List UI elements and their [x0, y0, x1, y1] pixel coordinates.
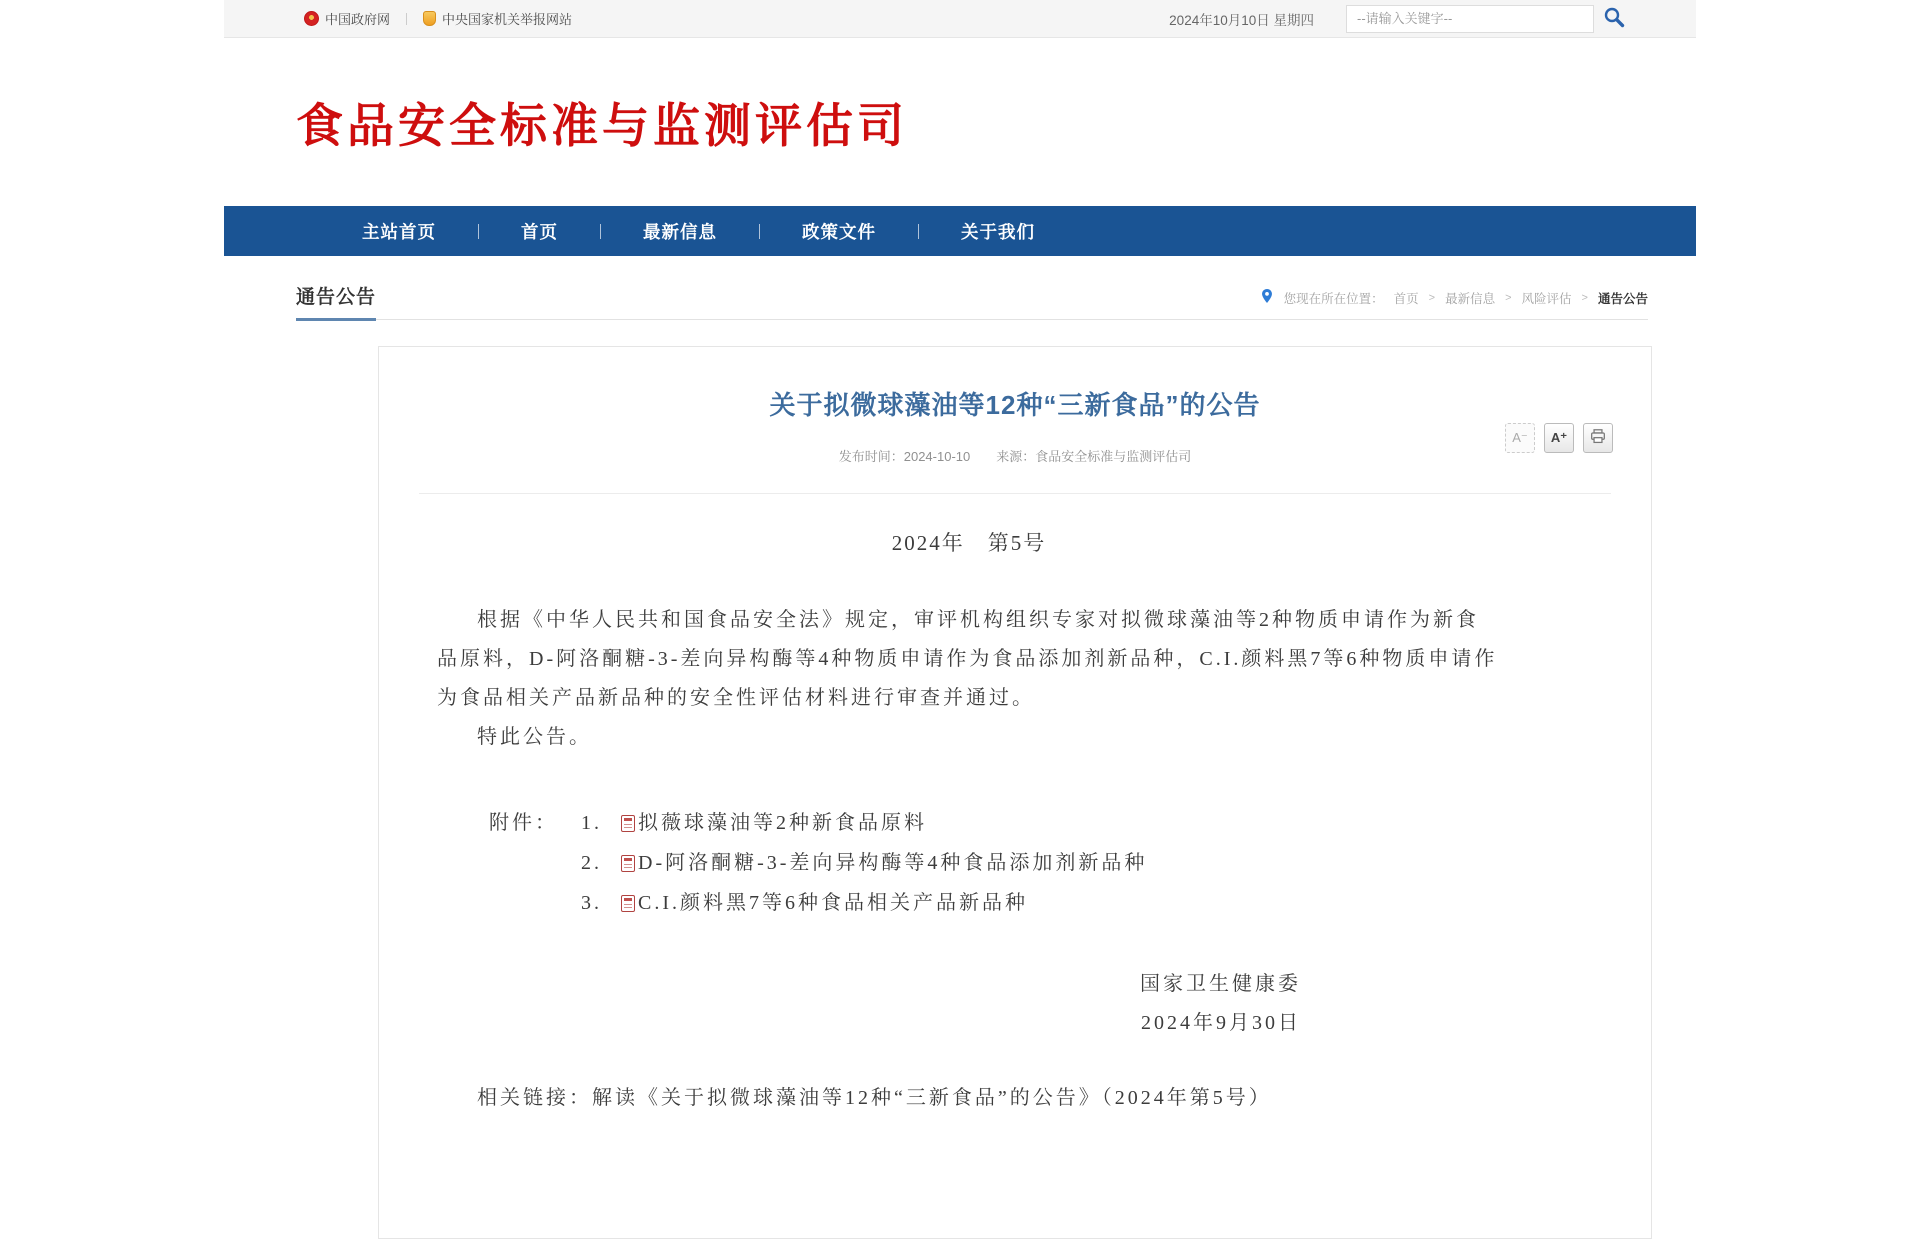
- nav-item-latest-news[interactable]: 最新信息: [643, 221, 717, 242]
- breadcrumb-location-label: 您现在所在位置：: [1283, 291, 1384, 306]
- national-emblem-icon: [304, 11, 319, 26]
- nav-item-policy-documents[interactable]: 政策文件: [802, 221, 876, 242]
- attachment-number: 2.: [581, 852, 602, 874]
- breadcrumb-separator: >: [1505, 291, 1512, 304]
- breadcrumb-separator: >: [1581, 291, 1588, 304]
- attachment-link-3[interactable]: C.I.颜料黑7等6种食品相关产品新品种: [638, 892, 1028, 914]
- article-card: [378, 346, 1652, 1239]
- meta-divider: [419, 493, 1611, 494]
- document-icon: [621, 895, 635, 912]
- article-toolbar: [1505, 423, 1613, 453]
- search-button[interactable]: [1602, 5, 1626, 32]
- breadcrumb: [1260, 288, 1648, 319]
- breadcrumb-item-risk-assessment[interactable]: 风险评估: [1521, 291, 1572, 306]
- nav-item-home[interactable]: 首页: [521, 221, 558, 242]
- topbar-divider: [406, 13, 407, 25]
- font-decrease-button[interactable]: A⁻: [1505, 423, 1535, 453]
- attachments-label: 附件：: [489, 812, 558, 834]
- attachment-row: [489, 803, 1501, 843]
- signature-block: [437, 965, 1501, 1043]
- signer-name: 国家卫生健康委: [1140, 973, 1301, 995]
- attachment-link-2[interactable]: D-阿洛酮糖-3-差向异构酶等4种食品添加剂新品种: [638, 852, 1148, 874]
- section-title: 通告公告: [296, 282, 376, 321]
- attachments-list: [489, 803, 1501, 923]
- breadcrumb-item-latest-news[interactable]: 最新信息: [1445, 291, 1496, 306]
- article-paragraph: 根据《中华人民共和国食品安全法》规定，审评机构组织专家对拟微球藻油等2种物质申请作为新食品原料，D-阿洛酮糖-3-差向异构酶等4种物质申请作为食品添加剂新品种，C.I.颜料黑7等6种物质申请作为食品相关产品新品种的安全性评估材料进行审查并通过。: [437, 609, 1498, 709]
- breadcrumb-item-current: 通告公告: [1597, 291, 1648, 306]
- main-nav: [224, 206, 1696, 256]
- topbar-links: [304, 9, 572, 28]
- report-website-link[interactable]: [423, 9, 572, 28]
- current-date: 2024年10月10日 星期四: [1169, 12, 1314, 28]
- attachment-row: [489, 843, 1501, 883]
- attachment-row: [489, 883, 1501, 923]
- font-increase-button[interactable]: A⁺: [1544, 423, 1574, 453]
- related-links-label: 相关链接：: [477, 1087, 592, 1109]
- breadcrumb-separator: >: [1428, 291, 1436, 304]
- attachment-number: 1.: [581, 812, 602, 834]
- article-closing: 特此公告。: [477, 726, 592, 748]
- location-pin-icon: [1260, 288, 1274, 307]
- report-website-label: 中央国家机关举报网站: [442, 12, 573, 27]
- document-icon: [621, 815, 635, 832]
- source-value: 食品安全标准与监测评估司: [1035, 449, 1192, 464]
- nav-item-main-home[interactable]: 主站首页: [362, 221, 436, 242]
- publish-time-label: 发布时间：: [838, 449, 904, 464]
- site-title: 食品安全标准与监测评估司: [296, 98, 908, 152]
- document-icon: [621, 855, 635, 872]
- source-label: 来源：: [996, 449, 1036, 464]
- breadcrumb-item-home[interactable]: 首页: [1393, 291, 1419, 306]
- article-meta: [419, 446, 1611, 465]
- related-links: [437, 1079, 1501, 1118]
- publish-time-value: 2024-10-10: [903, 449, 971, 464]
- article-body: [419, 524, 1611, 1118]
- report-shield-icon: [423, 11, 436, 26]
- nav-item-about-us[interactable]: 关于我们: [961, 221, 1035, 242]
- attachment-number: 3.: [581, 892, 602, 914]
- article-title: 关于拟微球藻油等12种“三新食品”的公告: [769, 390, 1261, 420]
- signature-date: 2024年9月30日: [1141, 1012, 1301, 1034]
- issue-number: 2024年 第5号: [891, 531, 1047, 555]
- topbar-right: [1169, 5, 1626, 33]
- section-header-row: [296, 282, 1648, 320]
- topbar: [224, 0, 1696, 38]
- attachment-link-1[interactable]: 拟薇球藻油等2种新食品原料: [638, 812, 927, 834]
- related-link-interpretation[interactable]: 解读《关于拟微球藻油等12种“三新食品”的公告》（2024年第5号）: [592, 1087, 1272, 1109]
- search-input[interactable]: [1346, 5, 1594, 33]
- print-button[interactable]: [1583, 423, 1613, 453]
- gov-website-link[interactable]: [304, 9, 390, 28]
- masthead: [224, 38, 1696, 206]
- search-icon: [1602, 5, 1626, 32]
- printer-icon: [1590, 429, 1606, 447]
- gov-website-label: 中国政府网: [325, 12, 391, 27]
- page-container: [224, 0, 1696, 1239]
